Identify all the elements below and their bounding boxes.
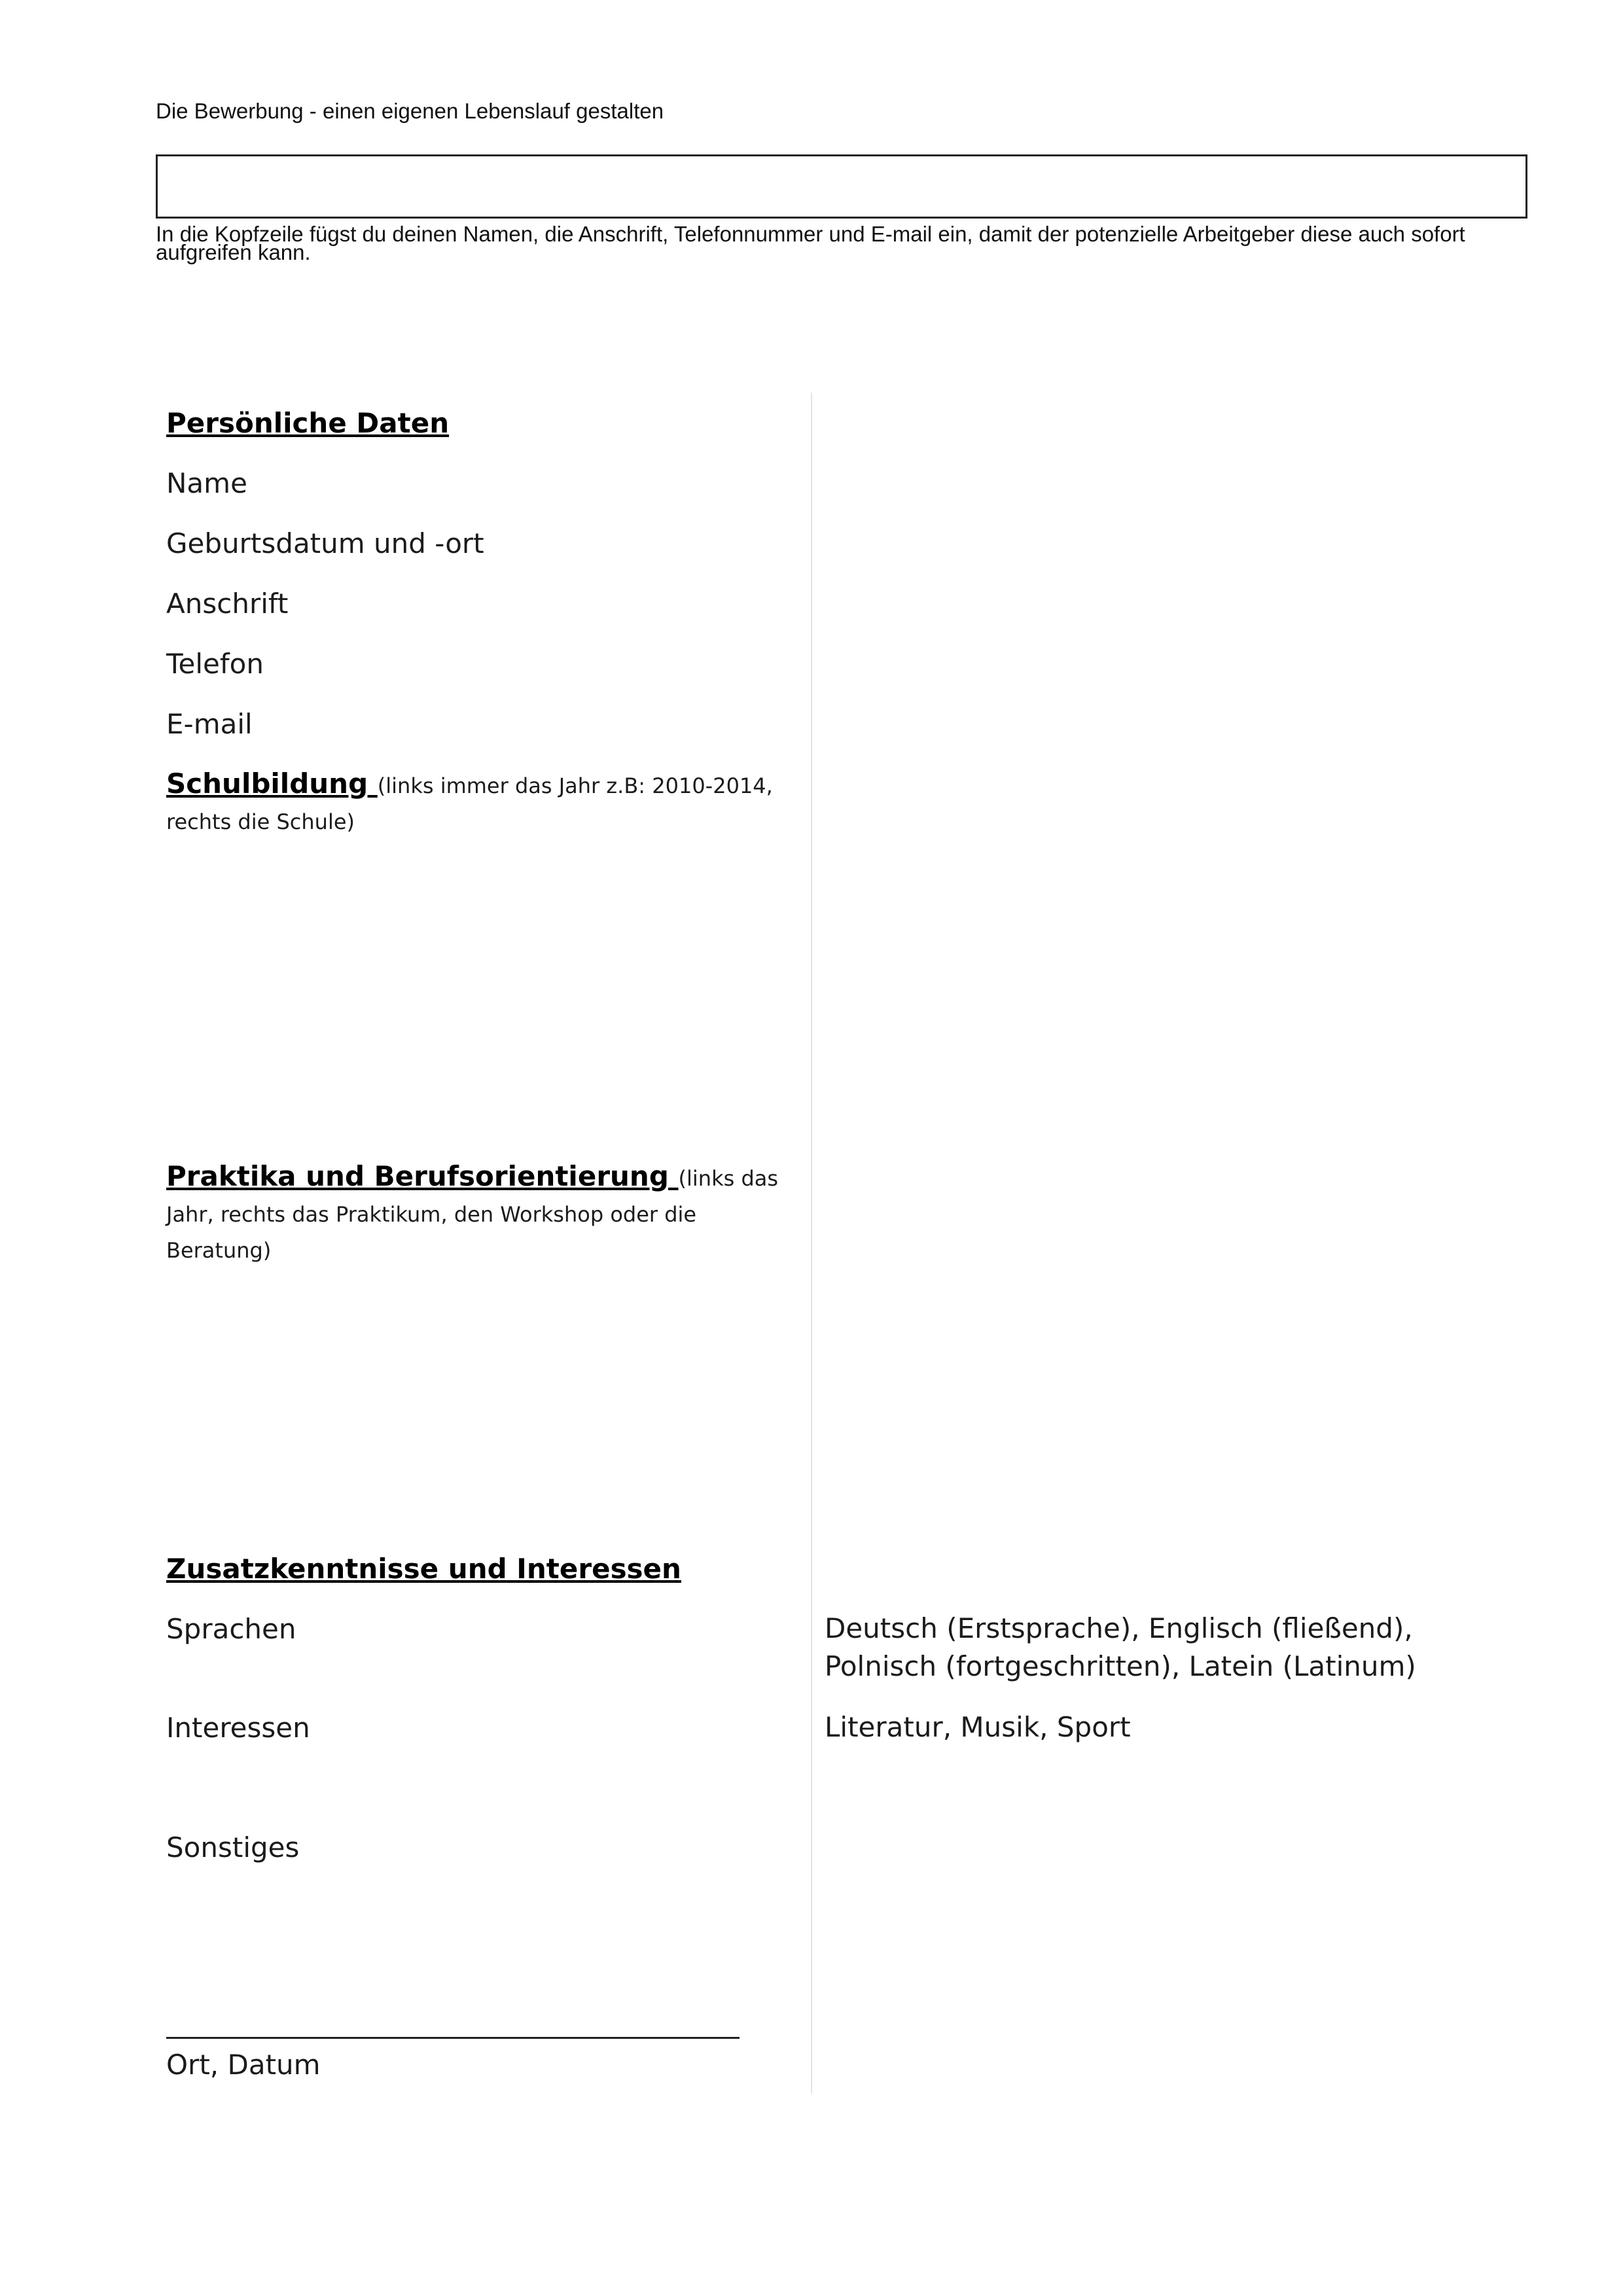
document-title: Die Bewerbung - einen eigenen Lebenslauf gestalten [156, 99, 664, 123]
languages-label: Sprachen [166, 1613, 296, 1645]
internship-note: (links das Jahr, rechts das Praktikum, den Workshop oder die Beratung) [166, 1166, 779, 1263]
interests-label: Interessen [166, 1712, 310, 1744]
other-label: Sonstiges [166, 1831, 300, 1863]
column-divider [811, 393, 812, 2094]
internship-heading: Praktika und Berufsorientierung [166, 1160, 679, 1192]
field-phone-label: Telefon [166, 648, 264, 680]
languages-value: Deutsch (Erstsprache), Englisch (fließend), Polnisch (fortgeschritten), Latein (Latinum) [825, 1612, 1416, 1682]
extras-heading: Zusatzkenntnisse und Interessen [166, 1553, 681, 1585]
school-section [166, 767, 794, 839]
header-input-box[interactable] [156, 154, 1527, 219]
internship-section [166, 1159, 794, 1267]
field-birth-label: Geburtsdatum und -ort [166, 527, 484, 559]
school-note: (links immer das Jahr z.B: 2010-2014, rechts die Schule) [166, 773, 773, 834]
field-address-label: Anschrift [166, 588, 289, 620]
school-heading: Schulbildung [166, 768, 378, 800]
field-email-label: E-mail [166, 708, 253, 740]
interests-value: Literatur, Musik, Sport [825, 1711, 1131, 1743]
place-date-label: Ort, Datum [166, 2049, 321, 2081]
signature-line [166, 2037, 740, 2039]
personal-data-heading: Persönliche Daten [166, 407, 450, 439]
field-name-label: Name [166, 467, 247, 499]
header-hint: In die Kopfzeile fügst du deinen Namen, die Anschrift, Telefonnummer und E-mail ein, damit der potenzielle Arbeitgeber diese auch sofort aufgreifen kann. [156, 222, 1465, 264]
